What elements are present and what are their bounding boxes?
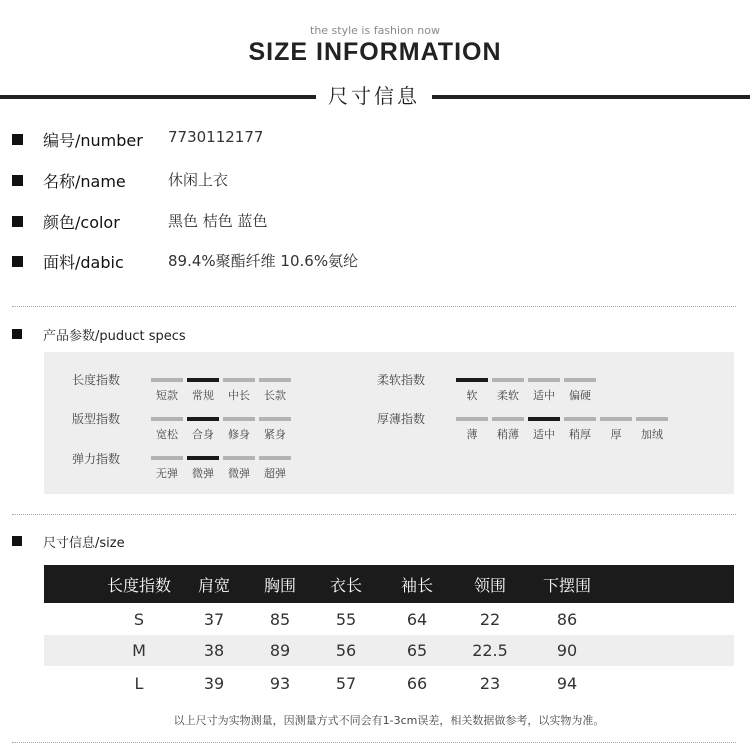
info-value: 黑色 桔色 蓝色 [168,212,268,230]
spec-option-label: 合身 [192,428,214,441]
table-cell: 65 [406,641,428,660]
specs-panel [44,352,734,494]
spec-name-length: 长度指数 [72,373,121,387]
dotted-divider [12,306,736,307]
spec-option-label: 短款 [156,389,178,402]
bullet-square-icon [12,329,22,339]
spec-option-label: 超弹 [264,467,286,480]
spec-bar [259,378,291,382]
spec-option [258,378,292,403]
spec-option-label: 薄 [466,428,478,441]
spec-bar [259,417,291,421]
spec-option-label: 微弹 [192,467,214,480]
bullet-square-icon [12,536,22,546]
spec-bar [600,417,632,421]
spec-option [150,456,184,481]
spec-option [186,417,220,442]
spec-option-label: 修身 [228,428,250,441]
column-header: 袖长 [400,575,433,595]
info-label: 面料/dabic [43,253,124,272]
column-header: 肩宽 [197,575,230,595]
table-cell: 64 [406,610,428,629]
spec-bar [456,417,488,421]
specs-title: 产品参数/puduct specs [43,329,186,344]
table-cell: 94 [556,674,578,693]
spec-option [455,417,489,442]
table-cell: L [134,674,144,693]
spec-option-label: 微弹 [228,467,250,480]
info-label: 颜色/color [43,213,120,232]
table-cell: 66 [406,674,428,693]
spec-bar [528,417,560,421]
measurement-note: 以上尺寸为实物测量，因测量方式不同会有1-3cm误差，相关数据做参考，以实物为准。 [173,714,605,727]
column-header: 胸围 [263,575,296,595]
size-table-header [44,565,734,603]
spec-bar [187,456,219,460]
table-cell: 56 [335,641,357,660]
bullet-square-icon [12,175,23,186]
column-header: 衣长 [329,575,362,595]
spec-bar [564,417,596,421]
column-header: 下摆围 [542,575,591,595]
spec-bar [223,417,255,421]
dotted-divider [12,742,736,743]
spec-option-label: 常规 [192,389,214,402]
spec-option [635,417,669,442]
spec-option [491,378,525,403]
spec-option [258,456,292,481]
table-cell: 55 [335,610,357,629]
spec-option-label: 软 [466,389,478,402]
table-cell: 22 [479,610,501,629]
tagline: the style is fashion now [310,24,440,37]
spec-bar [151,378,183,382]
spec-option-label: 加绒 [641,428,663,441]
table-cell: 90 [556,641,578,660]
spec-option [186,378,220,403]
spec-option [527,417,561,442]
table-cell: 57 [335,674,357,693]
spec-bar [564,378,596,382]
spec-option-label: 适中 [533,389,555,402]
table-cell: 37 [203,610,225,629]
page-title: SIZE INFORMATION [248,38,502,66]
table-cell: S [133,610,145,629]
table-row [44,635,734,666]
table-cell: M [132,641,146,660]
spec-name-elasticity: 弹力指数 [72,452,121,466]
spec-name-thickness: 厚薄指数 [377,412,426,426]
dotted-divider [12,514,736,515]
spec-option [222,417,256,442]
spec-option [222,378,256,403]
spec-option [491,417,525,442]
spec-bar [259,456,291,460]
spec-bar [492,378,524,382]
info-value: 7730112177 [168,128,264,146]
spec-option-label: 柔软 [497,389,519,402]
info-value: 休闲上衣 [168,171,229,189]
spec-bar [223,378,255,382]
spec-option-label: 稍薄 [497,428,519,441]
spec-option-label: 稍厚 [569,428,591,441]
spec-bar [456,378,488,382]
spec-option [186,456,220,481]
table-cell: 85 [269,610,291,629]
spec-option [563,378,597,403]
spec-option [150,417,184,442]
bullet-square-icon [12,256,23,267]
table-row [44,668,734,699]
spec-option-label: 宽松 [156,428,178,441]
column-header: 长度指数 [106,575,171,595]
spec-option [258,417,292,442]
page-subtitle: 尺寸信息 [328,84,420,108]
spec-bar [492,417,524,421]
spec-option [222,456,256,481]
spec-option [563,417,597,442]
spec-bar [151,456,183,460]
spec-option-label: 偏硬 [569,389,591,402]
size-title: 尺寸信息/size [43,536,125,551]
info-label: 编号/number [43,131,143,150]
bullet-square-icon [12,216,23,227]
table-cell: 22.5 [472,641,508,660]
spec-option-label: 适中 [533,428,555,441]
table-cell: 23 [479,674,501,693]
table-cell: 93 [269,674,291,693]
spec-option-label: 厚 [610,428,622,441]
spec-bar [187,378,219,382]
spec-bar [636,417,668,421]
info-value: 89.4%聚酯纤维 10.6%氨纶 [168,252,359,270]
spec-bar [151,417,183,421]
table-cell: 38 [203,641,225,660]
spec-bar [528,378,560,382]
spec-name-fit: 版型指数 [72,412,121,426]
table-cell: 39 [203,674,225,693]
table-row [44,604,734,635]
spec-bar [223,456,255,460]
table-cell: 86 [556,610,578,629]
column-header: 领围 [473,575,506,595]
spec-option [150,378,184,403]
spec-name-softness: 柔软指数 [377,373,426,387]
spec-option [527,378,561,403]
spec-option [599,417,633,442]
table-cell: 89 [269,641,291,660]
bullet-square-icon [12,134,23,145]
spec-option-label: 中长 [228,389,250,402]
spec-option-label: 长款 [264,389,286,402]
title-rule-right [432,95,750,99]
spec-option [455,378,489,403]
info-label: 名称/name [43,172,126,191]
title-rule-left [0,95,316,99]
spec-option-label: 紧身 [264,428,286,441]
spec-bar [187,417,219,421]
spec-option-label: 无弹 [156,467,178,480]
